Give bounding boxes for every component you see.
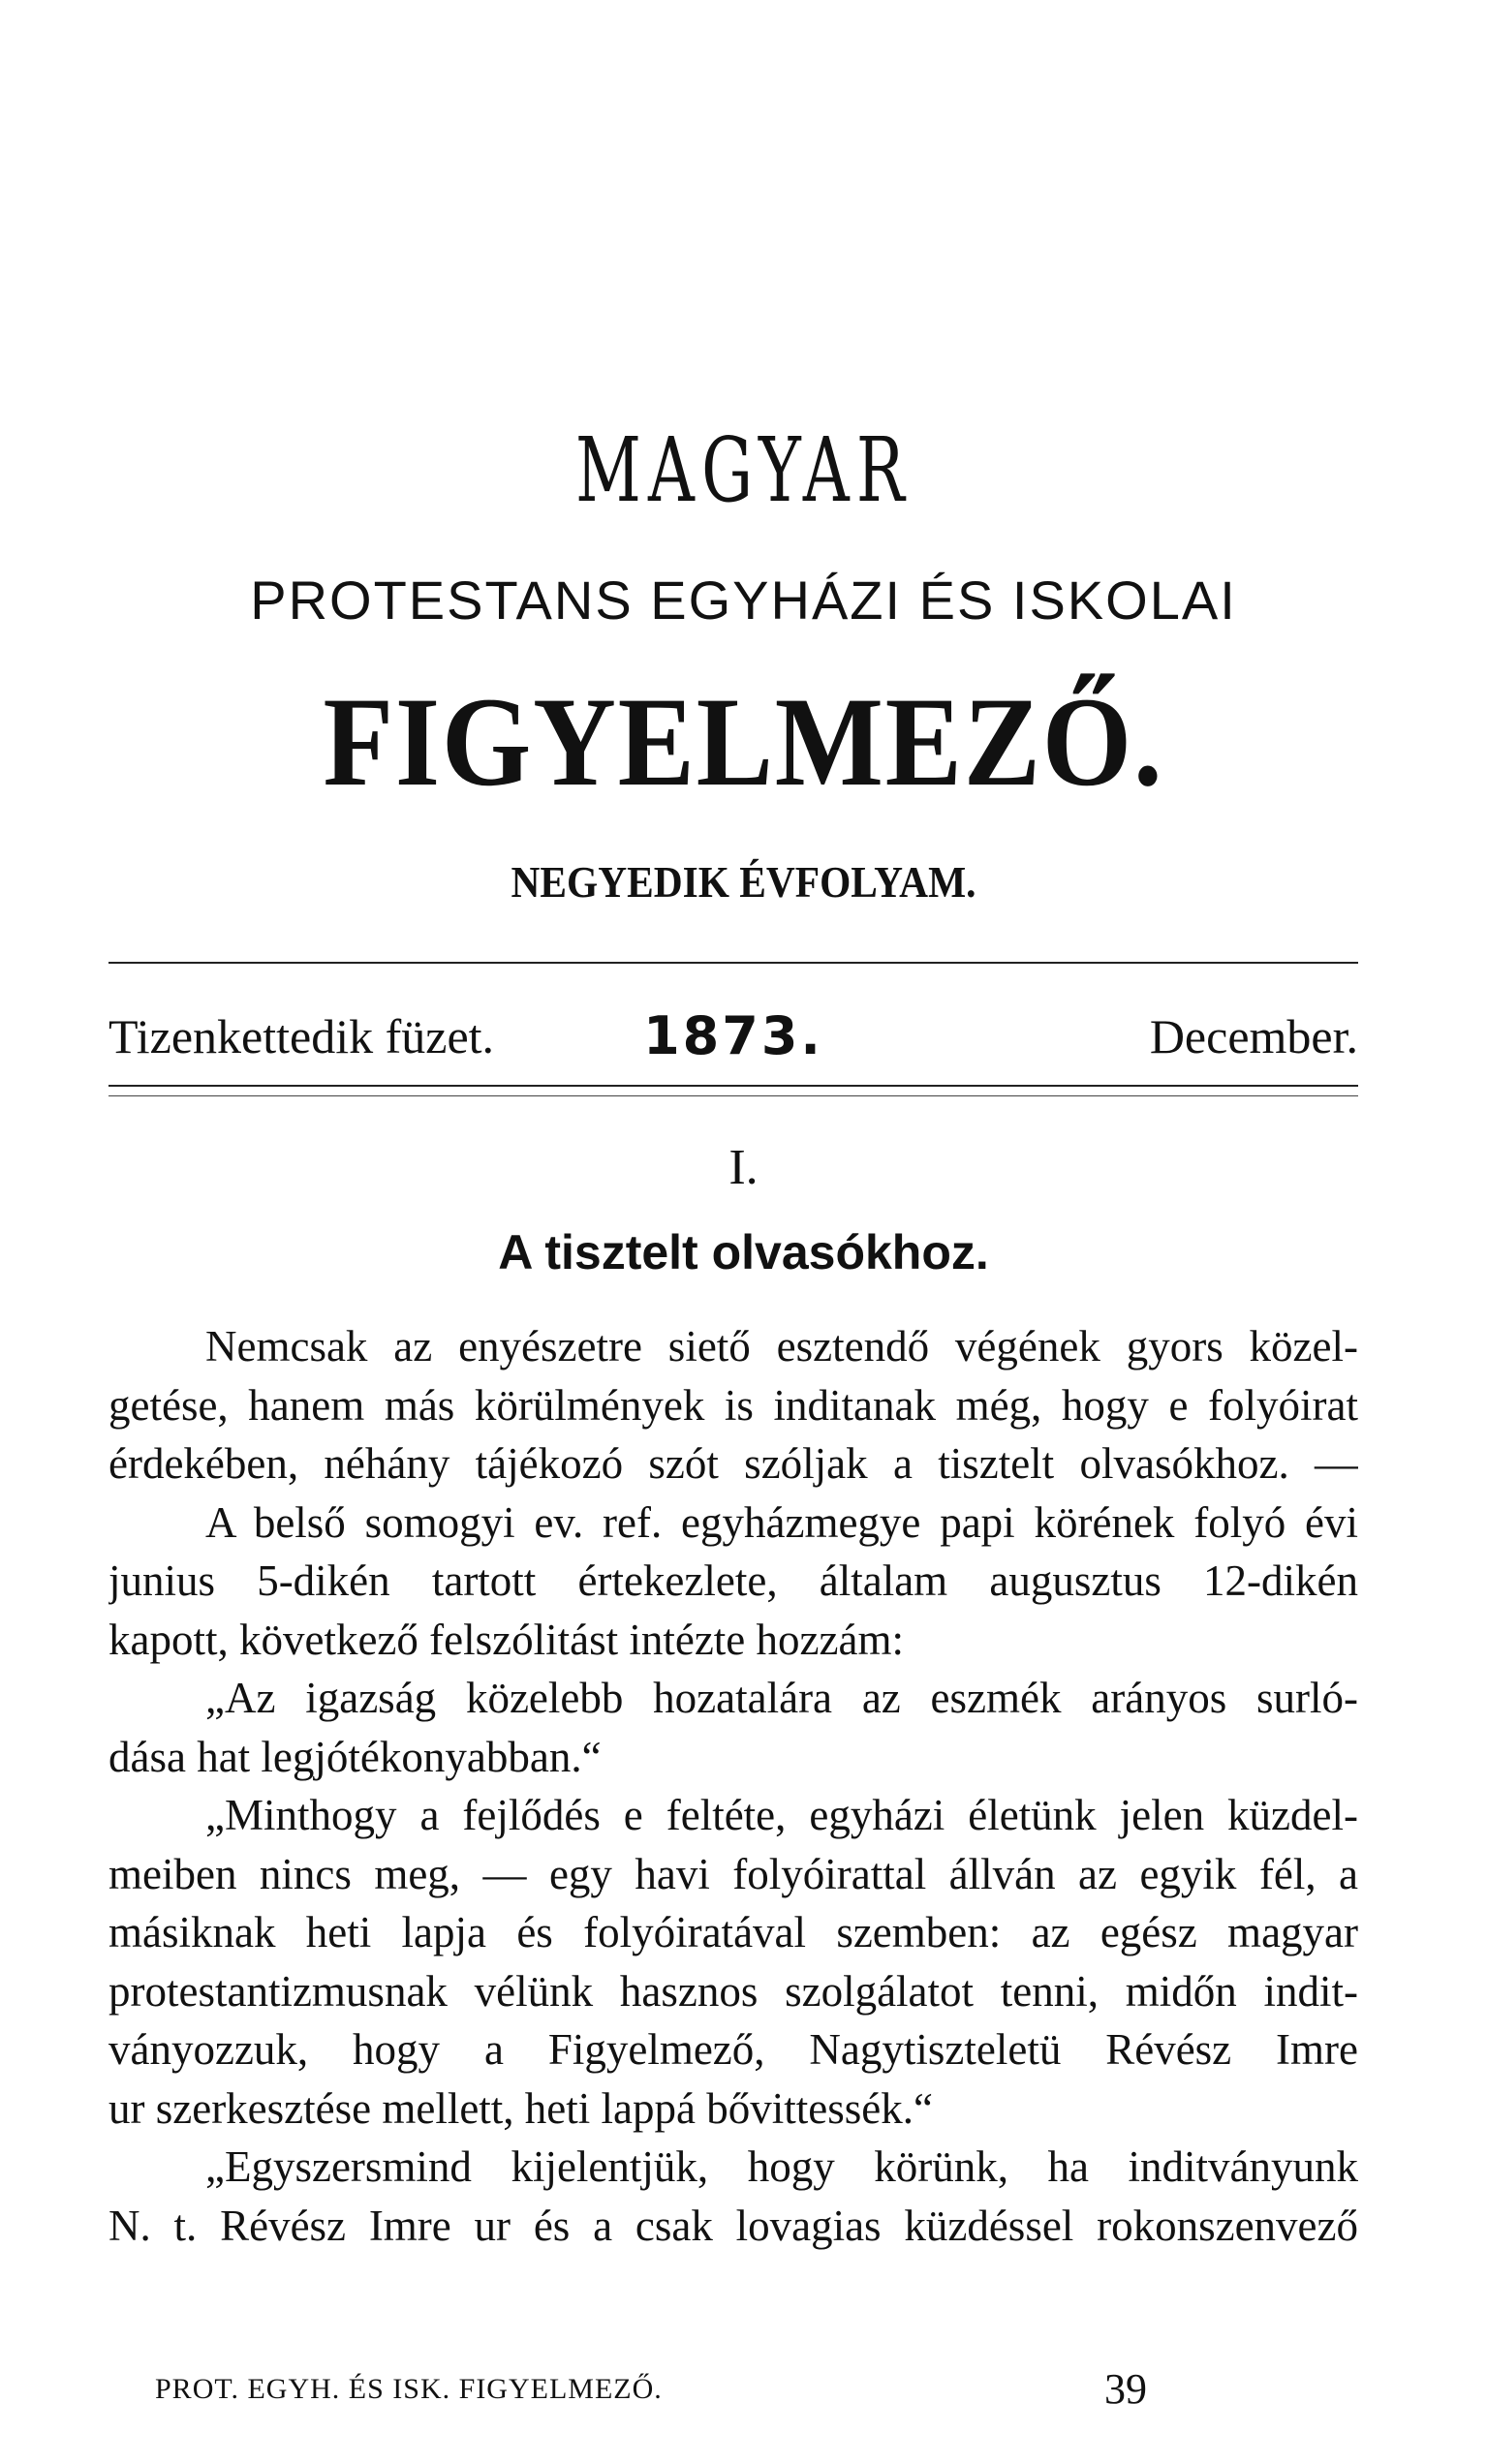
body-line: ur szerkesztése mellett, heti lappá bővittessék.“: [108, 2083, 933, 2133]
body-line: protestantizmusnak vélünk hasznos szolgálatot tenni, midőn indit-: [108, 1966, 1358, 2016]
body-line: A belső somogyi ev. ref. egyházmegye papi körének folyó évi: [205, 1497, 1358, 1547]
footer-sheet-number: 39: [1104, 2365, 1147, 2413]
body-line: „Egyszersmind kijelentjük, hogy körünk, ha inditványunk: [205, 2142, 1358, 2191]
body-line: érdekében, néhány tájékozó szót szóljak a tisztelt olvasókhoz. —: [108, 1439, 1358, 1488]
article-body: [108, 1317, 1358, 2255]
body-line: dása hat legjótékonyabban.“: [108, 1732, 602, 1781]
volume-label: NEGYEDIK ÉVFOLYAM.: [511, 857, 976, 907]
issue-line: [108, 1002, 1358, 1070]
issue-month: December.: [1149, 1009, 1358, 1063]
body-line: „Minthogy a fejlődés e feltéte, egyházi életünk jelen küzdel-: [205, 1791, 1358, 1839]
body-line: másiknak heti lapja és folyóiratával szemben: az egész magyar: [108, 1908, 1358, 1956]
body-line: kapott, következő felszólitást intézte hozzám:: [108, 1615, 904, 1664]
header-rule-bottom: [108, 1085, 1358, 1087]
issue-number: Tizenkettedik füzet.: [108, 1009, 495, 1063]
section-number: I.: [728, 1140, 759, 1195]
body-line: getése, hanem más körülmények is inditanak még, hogy e folyóirat: [108, 1380, 1358, 1430]
body-line: N. t. Révész Imre ur és a csak lovagias küzdéssel rokonszenvező: [108, 2201, 1358, 2250]
header-rule-top: [108, 962, 1358, 964]
footer-journal-abbrev: PROT. EGYH. ÉS ISK. FIGYELMEZŐ.: [155, 2373, 663, 2405]
header-rule-bottom-thin: [108, 1095, 1358, 1096]
masthead-subtitle: PROTESTANS EGYHÁZI ÉS ISKOLAI: [250, 570, 1237, 631]
masthead-main-title: FIGYELMEZŐ.: [323, 670, 1164, 813]
masthead-title: MAGYAR: [575, 418, 912, 522]
body-line: Nemcsak az enyészetre siető esztendő végének gyors közel-: [205, 1322, 1358, 1371]
page-footer: [155, 2365, 1356, 2414]
body-line: junius 5-dikén tartott értekezlete, általam augusztus 12-dikén: [108, 1556, 1358, 1605]
body-line: „Az igazság közelebb hozatalára az eszmék arányos surló-: [205, 1674, 1358, 1722]
article-title: A tisztelt olvasókhoz.: [498, 1225, 989, 1279]
body-line: meiben nincs meg, — egy havi folyóirattal állván az egyik fél, a: [108, 1849, 1358, 1898]
body-line: ványozzuk, hogy a Figyelmező, Nagytiszteletü Révész Imre: [108, 2025, 1358, 2074]
issue-year: 1873.: [643, 1005, 823, 1066]
